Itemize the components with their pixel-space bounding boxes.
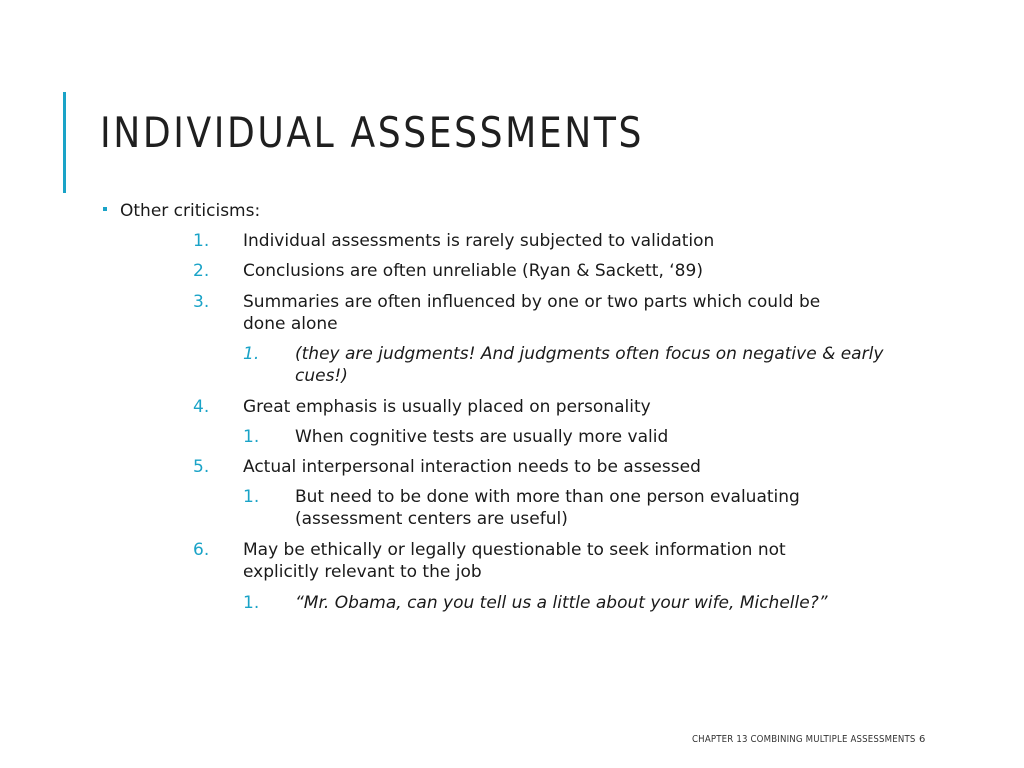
list-number: 2.: [193, 261, 210, 281]
list-number: 5.: [193, 457, 210, 477]
list-text: Summaries are often influenced by one or two parts which could be done alone: [243, 292, 821, 334]
sub-list-text: When cognitive tests are usually more valid: [295, 427, 669, 447]
list-text: Conclusions are often unreliable (Ryan & Sackett, ‘89): [243, 261, 703, 281]
sub-list-text: “Mr. Obama, can you tell us a little about your wife, Michelle?”: [295, 593, 828, 613]
title-accent-bar: [63, 92, 66, 193]
sub-list-number: 1.: [243, 427, 260, 447]
bullet-text: Other criticisms:: [120, 201, 261, 221]
list-number: 1.: [193, 231, 210, 251]
sub-list-text: (they are judgments! And judgments often focus on negative & early cues!): [295, 344, 884, 386]
footer-chapter-label: CHAPTER 13 COMBINING MULTIPLE ASSESSMENTS: [692, 734, 916, 745]
list-text: Great emphasis is usually placed on personality: [243, 397, 651, 417]
slide-title: INDIVIDUAL ASSESSMENTS: [100, 108, 645, 157]
sub-list-number: 1.: [243, 593, 260, 613]
list-text: May be ethically or legally questionable to seek information not explicitly relevant to the job: [243, 540, 786, 582]
list-number: 4.: [193, 397, 210, 417]
list-number: 6.: [193, 540, 210, 560]
sub-list-number: 1.: [243, 344, 260, 364]
list-text: Individual assessments is rarely subjected to validation: [243, 231, 715, 251]
bullet-square-icon: [103, 207, 107, 211]
list-number: 3.: [193, 292, 210, 312]
sub-list-text: But need to be done with more than one person evaluating (assessment centers are useful): [295, 487, 800, 529]
sub-list-number: 1.: [243, 487, 260, 507]
list-text: Actual interpersonal interaction needs to be assessed: [243, 457, 701, 477]
page-number: 6: [919, 734, 926, 745]
